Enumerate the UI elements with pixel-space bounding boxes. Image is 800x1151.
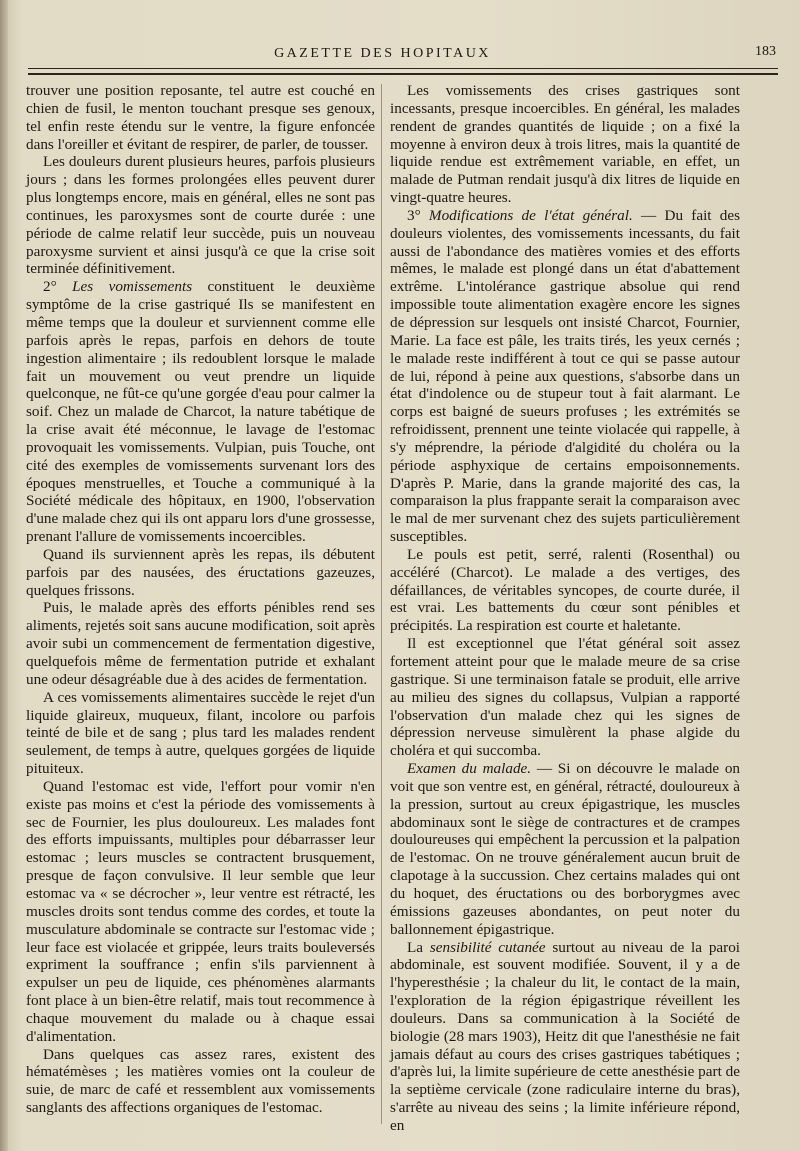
section-paragraph: 3° Modifications de l'état général. — Du fait des douleurs violentes, des vomissements incessants, du fait aussi de l'abondance des matières vomies et des efforts mêmes, le malade est plongé dans un état d'abattement extrême. L'intolérance gastrique absolue qui rend impossible toute alimentation exagère encore les signes de dépression sur lesquels ont insisté Charcot, Fournier, Marie. La face est pâle, les traits tirés, les yeux cernés ; le malade reste indifférent à tout ce qui se passe autour de lui, répond à peine aux questions, s'absorbe dans un état d'indolence ou de stupeur tout à fait alarmant. Le corps est baigné de sueurs profuses ; les extrémités se refroidissent, prennent une teinte violacée qui rappelle, à s'y méprendre, la période d'algidité du choléra ou la période asphyxique de certains empoisonnements. D'après P. Marie, dans la grande majorité des cas, la comparaison la plus frappante serait la comparaison avec le mal de mer survenant chez des sujets particulièrement susceptibles. [390,206,741,546]
journal-title: GAZETTE DES HOPITAUX [274,46,491,61]
header-rule-thick [28,73,778,75]
left-column [26,82,375,1117]
section-title: Examen du malade. [407,760,532,778]
section-paragraph: La sensibilité cutanée surtout au niveau de la paroi abdominale, est souvent modifiée. Souvent, il y a de l'hyperesthésie ; la chaleur du lit, le contact de la main, l'exploration de la région épigastrique réveillent les douleurs. Dans sa communication à la Société de biologie (28 mars 1903), Heitz dit que l'anesthésie ne fait jamais défaut au cours des crises gastriques tabétiques ; d'après lui, la limite supérieure de cette anesthésie part de la septième cervicale (zone radiculaire interne du bras), s'arrête au niveau des seins ; la limite inférieure répond, en [390,938,741,1134]
page-header [0,44,800,64]
paragraph: Dans quelques cas assez rares, existent des hématémèses ; les matières vomies ont la couleur de suie, de marc de café et ressemblent aux vomissements sanglants des affections organiques de l'estomac. [26,1045,375,1117]
paragraph: Quand l'estomac est vide, l'effort pour vomir n'en existe pas moins et c'est la période des vomissements à sec de Fournier, les plus douloureux. Les malades font des efforts impuissants, multiples pour débarrasser leur estomac ; leurs muscles se contractent brusquement, presque de façon convulsive. Il leur semble que leur estomac va « se décrocher », leur ventre est rétracté, les muscles droits sont tendus comme des cordes, et toute la musculature abdominale se contracte sur l'estomac vide ; leur face est violacée et grippée, leurs traits bouleversés expriment la souffrance ; enfin s'ils parviennent à expulser un peu de liquide, ces phénomènes alarmants font place à un bien-être relatif, mais tout recommence à chaque mouvement du malade ou à chaque essai d'alimentation. [26,777,375,1045]
paragraph: Puis, le malade après des efforts pénibles rend ses aliments, rejetés soit sans aucune modification, soit après avoir subi un commencement de fermentation digestive, quelquefois même de fermentation putride et exhalant une odeur désagréable due à des acides de fermentation. [26,599,375,688]
paragraph: Les vomissements des crises gastriques sont incessants, presque incoercibles. En général, les malades rendent de grandes quantités de liquide ; on a fixé la moyenne à environ deux à trois litres, mais la quantité de liquide rendue est extrêmement variable, en effet, un malade de Putman rendait jusqu'à dix litres de liquide en vingt-quatre heures. [390,82,740,207]
paragraph: Les douleurs durent plusieurs heures, parfois plusieurs jours ; dans les formes prolongées elles peuvent durer plus longtemps encore, mais en général, elles ne sont pas continues, les paroxysmes sont de courte durée : une période de calme relatif leur succède, puis un nouveau paroxysme survient et ainsi jusqu'à ce que la crise soit terminée définitivement. [26,153,375,278]
section-title: Les vomissements [72,278,193,296]
paragraph: trouver une position reposante, tel autre est couché en chien de fusil, le menton touchant presque ses genoux, tel enfin reste étendu sur le ventre, la figure enfoncée dans l'oreiller et évitant de respirer, de parler, de tousser. [26,82,375,153]
section-title: sensibilité cutanée [429,938,546,956]
column-divider [381,84,382,1124]
paragraph: Quand ils surviennent après les repas, ils débutent parfois par des nausées, des éructations gazeuzes, quelques frissons. [26,545,375,599]
paragraph: Le pouls est petit, serré, ralenti (Rosenthal) ou accéléré (Charcot). Le malade a des vertiges, des défaillances, de véritables syncopes, de courte durée, il est vrai. Les battements du cœur sont pénibles et précipités. La respiration est courte et haletante. [390,545,740,635]
section-paragraph: 2° Les vomissements constituent le deuxième symptôme de la crise gastriqué Ils se manifestent en même temps que la douleur et surviennent comme elle parfois après le repas, parfois en dehors de toute ingestion alimentaire ; ils redoublent lorsque le malade fait un mouvement ou veut prendre un liquide quelconque, ne fût-ce qu'une gorgée d'eau pour calmer la soif. Chez un malade de Charcot, la nature tabétique de la crise avait été méconnue, le lavage de l'estomac provoquait les vomissements. Vulpian, puis Touche, ont cité des exemples de vomissements survenant lors des époques menstruelles, et Touche a communiqué à la Société médicale des hôpitaux, en 1900, l'observation d'une malade chez qui ils ont apparu lors d'une grossesse, prenant l'allure de vomissements incoercibles. [26,278,376,546]
section-paragraph: Examen du malade. — Si on découvre le malade on voit que son ventre est, en général, rétracté, douloureux à la pression, surtout au creux épigastrique, les muscles abdominaux sont le siège de contractures et de crampes douloureuses qui empêchent la percussion et la palpation de l'estomac. On ne trouve généralement aucun bruit de clapotage à la succussion. Chez certains malades qui ont du hoquet, des éructations ou des borborygmes avec émissions gazeuses abondantes, on peut noter du ballonnement épigastrique. [390,760,741,938]
paragraph: A ces vomissements alimentaires succède le rejet d'un liquide glaireux, muqueux, filant, incolore ou parfois teinté de bile et de sang ; plus tard les malades rendent seulement, de temps à autre, quelques gorgées de liquide pituiteux. [26,688,375,778]
paragraph: Il est exceptionnel que l'état général soit assez fortement atteint pour que le malade meure de sa crise gastrique. Si une terminaison fatale se produit, elle arrive au milieu des signes du collapsus, Vulpian a rapporté l'observation d'un malade chez qui les signes de dépression nerveuse simulèrent la phase algide du choléra et qui succomba. [390,635,740,760]
page-number: 183 [755,44,776,59]
section-number: 2° [43,278,57,296]
header-rule-thin [28,68,778,69]
right-column [390,82,740,1135]
section-number: 3° [407,206,421,224]
section-title: Modifications de l'état général. [428,206,633,224]
binding-gutter [0,0,8,1151]
